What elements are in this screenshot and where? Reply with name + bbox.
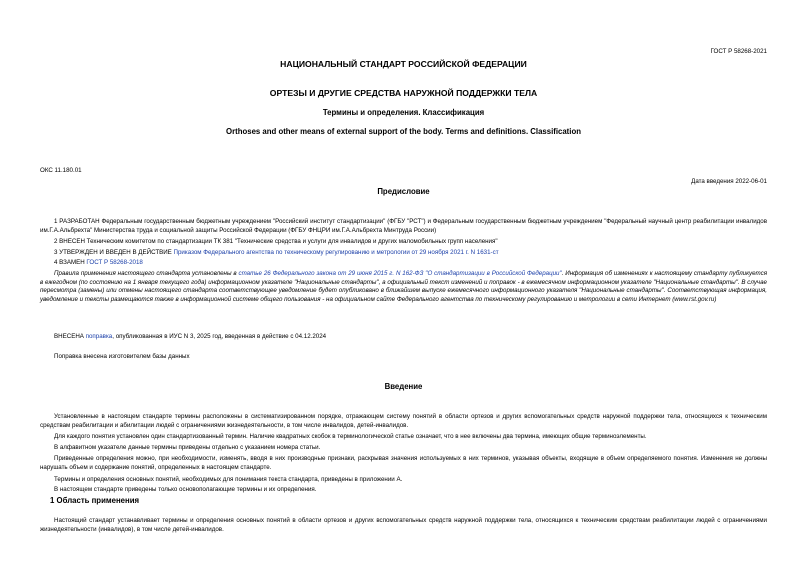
document-subtitle: Термины и определения. Классификация	[322, 108, 485, 117]
intro-paragraph-1: Установленные в настоящем стандарте термины расположены в систематизированном порядке, отражающем систему понятий в области ортезов и других вспомогательных средств наружной поддержки тела, относящихся к техническим средствам реабилитации и абилитации людей с ограничениями жизнедеятельности, в том числе инвалидов, детей-инвалидов.	[40, 413, 767, 429]
oks-code: ОКС 11.180.01	[40, 167, 82, 174]
foreword-rules-paragraph	[40, 270, 767, 304]
intro-paragraph-4: Приведенные определения можно, при необходимости, изменять, вводя в них производные признаки, раскрывая значения используемых в них терминов, указывая объекты, входящие в объем определяемого понятия. Изменения не должны нарушать объем и содержание понятий, определенных в настоящем стандарте.	[40, 455, 767, 471]
section-1-heading: 1 Область применения	[50, 496, 140, 505]
foreword-heading: Предисловие	[377, 187, 430, 196]
intro-paragraph-2: Для каждого понятия установлен один стандартизованный термин. Наличие квадратных скобок в терминологической статье означает, что в нее включены два термина, имеющих общие терминоэлементы.	[54, 433, 647, 440]
document-title-en: Orthoses and other means of external support of the body. Terms and definitions. Classification	[226, 127, 581, 136]
amendment-suffix: , опубликованная в ИУС N 3, 2025 год, введенная в действие с 04.12.2024	[112, 333, 327, 340]
national-standard-heading: НАЦИОНАЛЬНЫЙ СТАНДАРТ РОССИЙСКОЙ ФЕДЕРАЦИИ	[280, 59, 527, 69]
replaced-standard-link[interactable]: ГОСТ Р 58268-2018	[86, 259, 143, 266]
foreword-item-3-text: 3 УТВЕРЖДЕН И ВВЕДЕН В ДЕЙСТВИЕ	[54, 249, 174, 256]
amendment-line	[54, 333, 326, 342]
intro-paragraph-5: Термины и определения основных понятий, необходимых для понимания текста стандарта, приведены в приложении А.	[54, 476, 403, 483]
federal-law-link[interactable]: статье 26 Федерального закона от 29 июня 2015 г. N 162-ФЗ "О стандартизации в Российской Федерации"	[238, 270, 562, 277]
introduction-date: Дата введения 2022-06-01	[691, 178, 767, 185]
amendment-prefix: ВНЕСЕНА	[54, 333, 86, 340]
approval-order-link[interactable]: Приказом Федерального агентства по техническому регулированию и метрологии от 29 ноября 2021 г. N 1631-ст	[173, 249, 499, 256]
foreword-item-3	[54, 249, 499, 258]
standard-code: ГОСТ Р 58268-2021	[710, 48, 767, 55]
intro-paragraph-6: В настоящем стандарте приведены только основополагающие термины и их определения.	[54, 486, 317, 493]
rules-text-b: . Информация об изменениях к настоящему стандарту публикуется в ежегодном (по состоянию на 1 января текущего года) информационном указателе "Национальные стандарты", а официальный текст изменений и поправок - в ежемесячном информационном указателе "Национальные стандарты". В случае пересмотра (замены) или отмены настоящего стандарта соответствующее уведомление будет опубликовано в ближайшем выпуске ежемесячного информационного указателя "Национальные стандарты". Соответствующая информация, уведомление и тексты размещаются также в информационной системе общего пользования - на официальном сайте Федерального агентства по техническому регулированию и метрологии в сети Интернет (www.rst.gov.ru)	[40, 270, 767, 303]
section-1-paragraph: Настоящий стандарт устанавливает термины и определения основных понятий в области ортезов и других вспомогательных средств наружной поддержки тела, относящихся к техническим средствам реабилитации людей с ограничениями жизнедеятельности (инвалидов), в том числе детей-инвалидов.	[40, 517, 767, 533]
document-title: ОРТЕЗЫ И ДРУГИЕ СРЕДСТВА НАРУЖНОЙ ПОДДЕРЖКИ ТЕЛА	[269, 88, 538, 98]
foreword-item-4	[54, 259, 143, 268]
amendment-note: Поправка внесена изготовителем базы данных	[54, 353, 190, 360]
foreword-item-4-text: 4 ВЗАМЕН	[54, 259, 87, 266]
foreword-item-2: 2 ВНЕСЕН Техническим комитетом по стандартизации ТК 381 "Технические средства и услуги для инвалидов и других маломобильных групп населения"	[54, 238, 498, 245]
amendment-link[interactable]: поправка	[85, 333, 113, 340]
introduction-heading: Введение	[384, 382, 423, 391]
intro-paragraph-3: В алфавитном указателе данные термины приведены отдельно с указанием номера статьи.	[54, 444, 321, 451]
foreword-item-1: 1 РАЗРАБОТАН Федеральным государственным бюджетным учреждением "Российский институт стандартизации" (ФГБУ "РСТ") и Федеральным государственным бюджетным учреждением "Федеральный научный центр реабилитации инвалидов им.Г.А.Альбрехта" Министерства труда и социальной защиты Российской Федерации (ФГБУ ФНЦРИ им.Г.А.Альбрехта Минтруда России)	[40, 218, 767, 234]
rules-text-a: Правила применения настоящего стандарта установлены в	[54, 270, 239, 277]
